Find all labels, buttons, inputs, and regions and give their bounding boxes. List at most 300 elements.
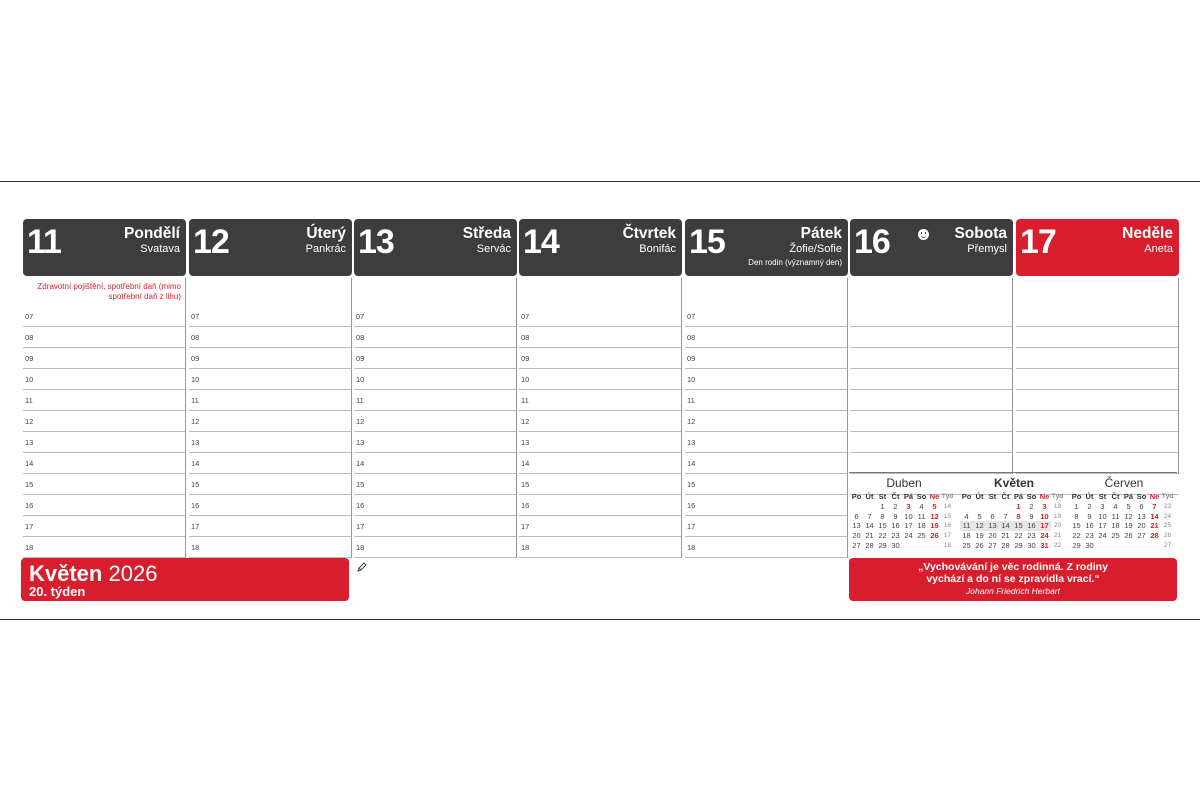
time-slot[interactable] [519,537,681,558]
day-header [1016,219,1179,276]
date-cell: 11 [1111,511,1120,521]
date-cell: 4 [964,511,969,521]
month-banner [21,558,349,601]
date-cell: 9 [893,511,898,521]
weekday-header: St [1098,492,1107,501]
weekday-header: Út [1085,492,1094,501]
time-slot[interactable] [354,453,516,474]
date-cell: 21 [1001,531,1010,541]
date-cell: 4 [1113,501,1118,511]
date-cell: 30 [891,540,900,550]
day-body[interactable] [685,278,848,558]
weekday-header: Pá [903,492,914,501]
weekday-header: Týd [1051,493,1064,500]
date-cell: 24 [1040,531,1049,541]
name-day: Servác [476,243,511,255]
date-cell: 19 [1124,521,1133,531]
weekday-header: Po [851,492,862,501]
date-cell: 11 [917,511,926,521]
date-cell: 29 [1072,540,1081,550]
date-cell: 18 [1111,521,1120,531]
time-slot[interactable] [354,474,516,495]
date-cell: 13 [986,521,999,531]
weekday-header: So [1026,492,1037,501]
hour-label: 09 [521,354,530,363]
time-slot[interactable] [189,537,351,558]
time-slot[interactable] [354,495,516,516]
date-cell: 26 [930,531,939,541]
hour-label: 11 [356,396,364,405]
day-name: Pátek [800,225,842,242]
time-slot[interactable] [189,390,351,411]
date-cell: 16 [1085,521,1094,531]
date-cell: 19 [975,531,984,541]
day-name: Úterý [306,225,346,242]
time-slot[interactable] [354,327,516,348]
week-number-cell: 18 [1053,502,1062,510]
date-cell [986,502,999,512]
time-slot[interactable] [685,369,847,390]
date-cell: 21 [1150,521,1159,531]
week-number-cell: 21 [1053,532,1062,540]
time-slot[interactable] [850,390,1012,411]
date-cell: 4 [919,501,924,511]
date-cell: 28 [1150,531,1159,541]
hour-label: 18 [521,543,530,552]
weekday-header: Čt [1001,492,1010,501]
time-slot[interactable] [23,327,185,348]
time-slot[interactable] [23,390,185,411]
hour-label: 16 [687,501,696,510]
time-slot[interactable] [189,369,351,390]
date-cell: 25 [917,531,926,541]
time-slot[interactable] [850,432,1012,453]
date-cell: 5 [932,501,937,511]
weekday-header: So [916,492,927,501]
date-cell: 15 [1012,521,1025,531]
quote-author: Johann Friedrich Herbart [965,586,1060,596]
date-cell: 7 [1003,511,1008,521]
time-slot[interactable] [354,411,516,432]
date-cell [863,502,876,512]
day-column [850,219,1013,474]
time-slot[interactable] [685,537,847,558]
time-slot[interactable] [189,516,351,537]
time-slot[interactable] [850,348,1012,369]
time-slot[interactable] [1016,306,1178,327]
hour-label: 12 [521,417,530,426]
date-cell: 17 [1098,521,1107,531]
hour-label: 12 [687,417,696,426]
weekday-header: Čt [1111,492,1120,501]
time-slot[interactable] [685,453,847,474]
time-slot[interactable] [354,306,516,327]
hour-label: 18 [687,543,696,552]
date-cell: 26 [1124,531,1133,541]
time-slot[interactable] [189,327,351,348]
time-slot[interactable] [189,432,351,453]
day-number: 11 [27,223,61,261]
week-number-cell: 25 [1163,522,1172,530]
name-day: Žofie/Sofie [789,243,842,255]
date-cell: 7 [1152,501,1157,511]
hour-label: 08 [687,333,696,342]
time-slot[interactable] [685,474,847,495]
date-cell: 1 [880,501,885,511]
time-slot[interactable] [850,369,1012,390]
time-slot[interactable] [850,453,1012,474]
hour-label: 10 [521,375,530,384]
day-header [519,219,682,276]
date-cell: 28 [865,540,874,550]
hour-label: 14 [356,459,365,468]
date-cell: 10 [1098,511,1107,521]
hour-label: 13 [356,438,365,447]
weekday-header: Pá [1013,492,1024,501]
date-cell: 25 [1111,531,1120,541]
date-cell: 1 [1016,501,1021,511]
time-slot[interactable] [354,516,516,537]
time-slot[interactable] [519,474,681,495]
time-slot[interactable] [519,348,681,369]
hour-label: 09 [356,354,365,363]
time-slot[interactable] [519,306,681,327]
week-number-cell: 16 [943,522,952,530]
time-slot[interactable] [23,474,185,495]
hour-label: 08 [191,333,200,342]
date-cell: 6 [1139,501,1144,511]
weekday-header: Po [961,492,972,501]
day-header [23,219,186,276]
time-slot[interactable] [23,453,185,474]
hour-label: 07 [356,312,365,321]
hour-label: 11 [521,396,529,405]
hour-label: 13 [521,438,530,447]
mini-calendar [960,476,1068,551]
month-name: Květen [29,561,103,586]
weekday-header: Týd [1161,493,1174,500]
hour-label: 11 [25,396,33,405]
time-slot[interactable] [354,432,516,453]
time-slot[interactable] [850,411,1012,432]
day-column [685,219,848,558]
hour-label: 18 [191,543,200,552]
date-cell: 16 [1025,521,1038,531]
time-slot[interactable] [519,453,681,474]
day-body[interactable] [189,278,352,558]
date-cell: 29 [1014,540,1023,550]
weekday-header: Po [1071,492,1082,501]
time-slot[interactable] [189,474,351,495]
day-body[interactable] [519,278,682,558]
time-slot[interactable] [23,369,185,390]
weekday-header: St [878,492,887,501]
hour-label: 15 [191,480,200,489]
day-number: 15 [689,223,725,261]
hour-label: 15 [356,480,365,489]
date-cell: 9 [1029,511,1034,521]
date-cell: 3 [1042,501,1047,511]
time-slot[interactable] [189,453,351,474]
day-number: 16 [854,223,890,261]
date-cell: 13 [1137,511,1146,521]
weekday-header: Ne [1039,492,1050,501]
time-slot[interactable] [685,390,847,411]
time-slot[interactable] [23,306,185,327]
day-header [189,219,352,276]
date-cell: 2 [1087,501,1092,511]
quote-banner [849,558,1177,601]
week-number-cell: 20 [1053,522,1062,530]
hour-label: 17 [25,522,34,531]
time-slot[interactable] [1016,327,1178,348]
date-cell: 9 [1087,511,1092,521]
hour-label: 16 [521,501,530,510]
date-cell: 10 [904,511,913,521]
time-slot[interactable] [1016,369,1178,390]
mini-calendar-title: Duben [886,476,922,490]
time-slot[interactable] [23,495,185,516]
hour-label: 12 [25,417,34,426]
quote-text: „Vychovávání je věc rodinná. Z rodiny vychází a do ní se zpravidla vrací.“ [918,561,1108,585]
mini-calendar-title: Červen [1104,476,1144,490]
date-cell: 8 [1074,511,1079,521]
time-slot[interactable] [685,495,847,516]
time-slot[interactable] [23,348,185,369]
hour-label: 14 [521,459,530,468]
hour-label: 10 [356,375,365,384]
date-cell: 2 [893,501,898,511]
day-number: 13 [358,223,394,261]
date-cell: 13 [852,521,861,531]
date-cell: 20 [1137,521,1146,531]
date-cell: 27 [852,540,861,550]
day-body[interactable] [850,278,1013,474]
time-slot[interactable] [189,495,351,516]
hour-label: 16 [25,501,34,510]
date-cell: 8 [1016,511,1021,521]
date-cell: 24 [904,531,913,541]
time-slot[interactable] [519,327,681,348]
date-cell: 19 [930,521,939,531]
date-cell [1122,541,1135,551]
day-header [850,219,1013,276]
time-slot[interactable] [685,411,847,432]
weekday-header: Týd [941,493,954,500]
day-name: Pondělí [124,225,180,242]
time-slot[interactable] [519,411,681,432]
date-cell: 23 [1085,531,1094,541]
date-cell: 22 [878,531,887,541]
week-number-cell: 22 [1053,541,1062,549]
hour-label: 14 [191,459,200,468]
date-cell: 20 [852,531,861,541]
mini-calendar-title: Květen [993,476,1034,490]
day-column [354,219,517,558]
hour-label: 07 [687,312,696,321]
hour-label: 12 [356,417,365,426]
date-cell: 22 [1014,531,1023,541]
time-slot[interactable] [1016,390,1178,411]
day-name: Čtvrtek [622,225,676,242]
hour-label: 13 [25,438,34,447]
date-cell: 12 [930,511,939,521]
date-cell [850,502,863,512]
date-cell: 17 [1038,521,1051,531]
hour-label: 15 [521,480,530,489]
tax-note: Zdravotní pojištění, spotřební daň (mimo spotřební daň z lihu) [37,282,181,301]
day-body[interactable] [354,278,517,558]
date-cell: 31 [1040,540,1049,550]
date-cell: 10 [1040,511,1049,521]
date-cell [1109,541,1122,551]
date-cell [1135,541,1148,551]
hour-label: 09 [191,354,200,363]
date-cell: 12 [973,521,986,531]
day-number: 12 [193,223,229,261]
time-slot[interactable] [685,432,847,453]
time-slot[interactable] [23,516,185,537]
time-slot[interactable] [1016,453,1178,474]
week-number-cell: 19 [1053,512,1062,520]
time-slot[interactable] [354,369,516,390]
time-slot[interactable] [189,348,351,369]
mini-calendar-divider [849,472,1177,473]
hour-label: 09 [687,354,696,363]
day-column [519,219,682,558]
time-slot[interactable] [23,411,185,432]
hour-label: 16 [356,501,365,510]
weekday-header: St [988,492,997,501]
time-slot[interactable] [519,369,681,390]
date-cell [1096,541,1109,551]
hour-label: 07 [191,312,200,321]
time-slot[interactable] [685,348,847,369]
hour-label: 17 [687,522,696,531]
date-cell: 18 [917,521,926,531]
hour-label: 17 [521,522,530,531]
hour-label: 07 [521,312,530,321]
hour-label: 11 [687,396,695,405]
date-cell: 26 [975,540,984,550]
hour-label: 15 [25,480,34,489]
hour-label: 13 [191,438,200,447]
time-slot[interactable] [850,327,1012,348]
bottom-rule [0,619,1200,620]
date-cell: 5 [977,511,982,521]
time-slot[interactable] [23,537,185,558]
day-column [1016,219,1179,474]
hour-label: 08 [521,333,530,342]
time-slot[interactable] [354,348,516,369]
week-number-cell: 24 [1163,512,1172,520]
date-cell: 12 [1124,511,1133,521]
date-cell: 3 [1100,501,1105,511]
time-slot[interactable] [519,495,681,516]
name-day: Aneta [1144,243,1173,255]
mini-calendar [1070,476,1178,551]
time-slot[interactable] [1016,348,1178,369]
hour-label: 16 [191,501,200,510]
hour-label: 12 [191,417,200,426]
hour-label: 14 [687,459,696,468]
hour-label: 17 [356,522,365,531]
time-slot[interactable] [1016,411,1178,432]
week-number-cell: 17 [943,532,952,540]
date-cell: 6 [990,511,995,521]
time-slot[interactable] [354,390,516,411]
hour-label: 07 [25,312,34,321]
date-cell: 17 [904,521,913,531]
time-slot[interactable] [519,390,681,411]
date-cell: 16 [891,521,900,531]
day-name: Středa [462,225,511,242]
weekday-header: Čt [891,492,900,501]
hour-label: 10 [25,375,34,384]
date-cell: 30 [1027,540,1036,550]
hour-label: 17 [191,522,200,531]
weekday-header: Út [865,492,874,501]
day-body[interactable] [23,278,186,558]
date-cell: 7 [867,511,872,521]
day-body[interactable] [1016,278,1179,474]
date-cell: 27 [988,540,997,550]
date-cell: 14 [1150,511,1159,521]
date-cell: 8 [880,511,885,521]
time-slot[interactable] [189,306,351,327]
time-slot[interactable] [685,306,847,327]
mini-calendar [850,476,958,551]
date-cell: 2 [1029,501,1034,511]
time-slot[interactable] [519,432,681,453]
name-day: Pankrác [305,243,346,255]
name-day: Přemysl [967,243,1007,255]
hour-label: 08 [25,333,34,342]
time-slot[interactable] [1016,432,1178,453]
week-number-cell: 14 [943,502,952,510]
weekday-header: Ne [929,492,940,501]
week-number-cell: 27 [1163,541,1172,549]
date-cell: 29 [878,540,887,550]
time-slot[interactable] [189,411,351,432]
day-column [23,219,186,558]
time-slot[interactable] [519,516,681,537]
top-rule [0,181,1200,182]
date-cell [960,502,973,512]
day-column [189,219,352,558]
time-slot[interactable] [354,537,516,558]
day-name: Sobota [954,225,1007,242]
time-slot[interactable] [23,432,185,453]
date-cell: 11 [960,521,973,531]
hour-label: 08 [356,333,365,342]
hour-label: 15 [687,480,696,489]
date-cell: 15 [1072,521,1081,531]
date-cell: 27 [1137,531,1146,541]
date-cell: 5 [1126,501,1131,511]
hour-label: 14 [25,459,34,468]
time-slot[interactable] [850,306,1012,327]
hour-label: 09 [25,354,34,363]
week-number-cell: 18 [943,541,952,549]
time-slot[interactable] [685,327,847,348]
date-cell: 25 [962,540,971,550]
date-cell [928,541,941,551]
date-cell: 23 [1027,531,1036,541]
time-slot[interactable] [685,516,847,537]
date-cell: 3 [906,501,911,511]
date-cell: 14 [999,521,1012,531]
